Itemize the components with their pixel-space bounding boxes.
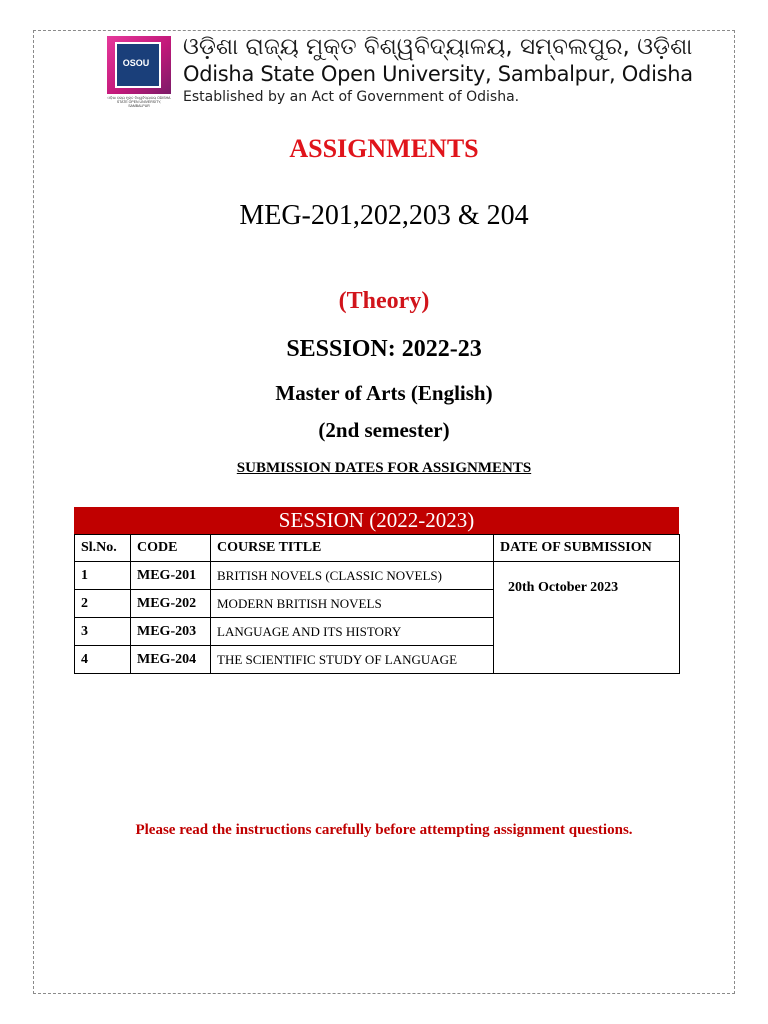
submission-date: 20th October 2023 [494, 562, 680, 674]
course-codes: MEG-201,202,203 & 204 [239, 200, 529, 231]
row-title: LANGUAGE AND ITS HISTORY [211, 618, 494, 646]
session-label: SESSION: 2022-23 [286, 336, 482, 362]
established-line: Established by an Act of Government of Odisha. [183, 89, 520, 105]
document-title: ASSIGNMENTS [289, 134, 479, 163]
header-course-title: COURSE TITLE [211, 535, 494, 562]
logo-caption: ଓଡ଼ିଶା ରାଜ୍ୟ ମୁକ୍ତ ବିଶ୍ୱବିଦ୍ୟାଳୟ ODISHA STATE OPEN UNIVERSITY, SAMBALPUR [107, 96, 171, 108]
row-title: BRITISH NOVELS (CLASSIC NOVELS) [211, 562, 494, 590]
row-slno: 4 [75, 646, 131, 674]
university-name-odia: ଓଡ଼ିଶା ରାଜ୍ୟ ମୁକ୍ତ ବିଶ୍ୱବିଦ୍ୟାଳୟ, ସମ୍ବଲପୁର, ଓଡ଼ିଶା [183, 34, 693, 60]
instructions-note: Please read the instructions carefully before attempting assignment questions. [135, 822, 633, 838]
program-name: Master of Arts (English) [275, 381, 493, 405]
row-title: MODERN BRITISH NOVELS [211, 590, 494, 618]
header-code: CODE [131, 535, 211, 562]
row-code: MEG-203 [131, 618, 211, 646]
university-logo [107, 36, 171, 106]
row-slno: 1 [75, 562, 131, 590]
row-slno: 2 [75, 590, 131, 618]
submission-table [74, 507, 679, 674]
logo-text: OSOU [122, 58, 150, 68]
row-code: MEG-202 [131, 590, 211, 618]
assignment-type: (Theory) [338, 288, 430, 314]
table-header-row [75, 535, 680, 562]
row-code: MEG-201 [131, 562, 211, 590]
session-bar: SESSION (2022-2023) [74, 507, 679, 534]
header-slno: Sl.No. [75, 535, 131, 562]
row-code: MEG-204 [131, 646, 211, 674]
row-slno: 3 [75, 618, 131, 646]
row-title: THE SCIENTIFIC STUDY OF LANGUAGE [211, 646, 494, 674]
semester-label: (2nd semester) [318, 418, 450, 442]
table-row [75, 562, 680, 590]
university-header [107, 36, 707, 108]
header-date: DATE OF SUBMISSION [494, 535, 680, 562]
course-table [74, 534, 680, 674]
university-name: Odisha State Open University, Sambalpur, Odisha [183, 62, 693, 86]
submission-heading: SUBMISSION DATES FOR ASSIGNMENTS [236, 460, 532, 476]
